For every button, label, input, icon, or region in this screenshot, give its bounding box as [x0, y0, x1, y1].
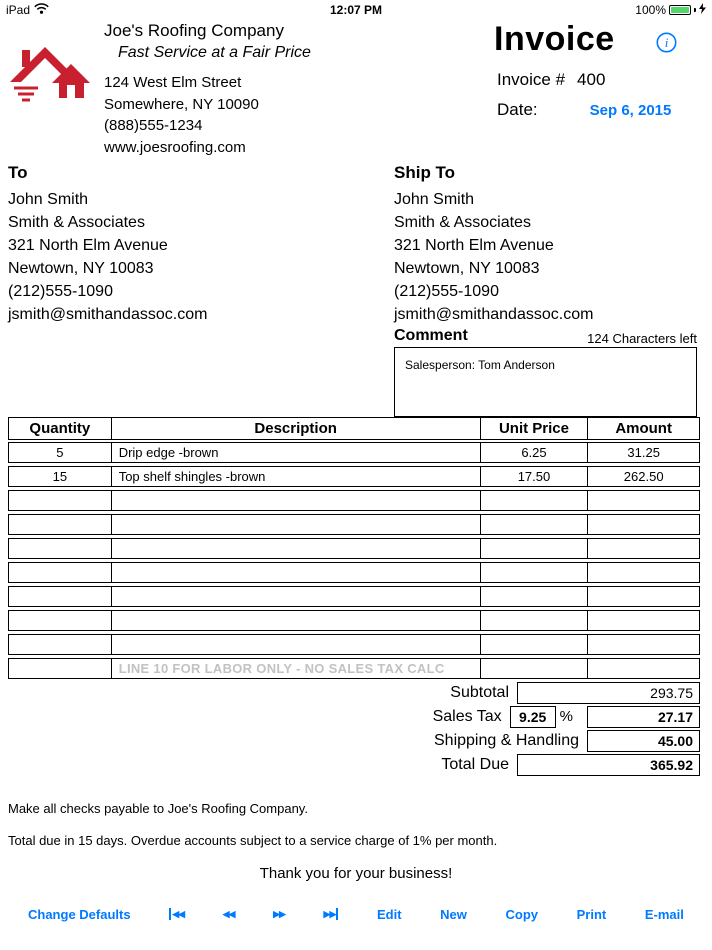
terms-note: Total due in 15 days. Overdue accounts subject to a service charge of 1% per month. [8, 833, 498, 848]
characters-left-counter: 124 Characters left [587, 331, 697, 346]
comment-label: Comment [394, 327, 468, 344]
company-address-line: www.joesroofing.com [104, 138, 246, 156]
quantity-cell[interactable] [9, 659, 111, 678]
amount-cell [587, 515, 699, 534]
svg-text:i: i [664, 35, 669, 50]
invoice-number-value[interactable]: 400 [577, 70, 606, 89]
next-record-icon[interactable]: ▶▶ [273, 909, 285, 919]
table-row [8, 586, 700, 607]
comment-text: Salesperson: Tom Anderson [405, 358, 555, 372]
description-cell[interactable] [111, 611, 480, 630]
thank-you-note: Thank you for your business! [259, 865, 453, 882]
company-logo-icon [8, 36, 96, 115]
change-defaults-button[interactable]: Change Defaults [28, 906, 131, 922]
subtotal-label: Subtotal [450, 683, 509, 701]
shipping-value[interactable]: 45.00 [587, 730, 700, 752]
date-label: Date: [497, 100, 538, 119]
table-row [8, 562, 700, 583]
unit-price-cell[interactable] [480, 659, 588, 678]
table-row [8, 610, 700, 631]
clock: 12:07 PM [329, 3, 383, 17]
quantity-header: Quantity [29, 420, 91, 437]
amount-cell [587, 491, 699, 510]
subtotal-value: 293.75 [517, 682, 700, 704]
ship-to-line: (212)555-1090 [394, 283, 499, 300]
table-row [8, 442, 700, 463]
company-name: Joe's Roofing Company [104, 21, 284, 40]
invoice-number-line [497, 70, 605, 90]
table-header-row [8, 417, 700, 440]
amount-cell [587, 587, 699, 606]
first-record-icon[interactable]: ◀◀ [169, 908, 184, 920]
new-button[interactable]: New [440, 906, 467, 922]
status-bar [0, 0, 712, 20]
description-cell[interactable] [111, 563, 480, 582]
table-row [8, 634, 700, 655]
battery-icon [669, 5, 691, 15]
wifi-icon [34, 3, 49, 17]
quantity-cell[interactable] [9, 563, 111, 582]
invoice-number-label: Invoice # [497, 70, 566, 89]
invoice-title: Invoice [494, 20, 615, 58]
ship-to-line: jsmith@smithandassoc.com [394, 306, 594, 323]
table-row [8, 490, 700, 511]
info-icon[interactable] [656, 32, 677, 58]
unit-price-cell[interactable]: 17.50 [480, 467, 588, 486]
company-tagline: Fast Service at a Fair Price [118, 44, 311, 61]
bottom-toolbar [0, 902, 712, 926]
email-button[interactable]: E-mail [644, 906, 684, 922]
table-row [8, 538, 700, 559]
ship-to-line: 321 North Elm Avenue [394, 237, 554, 254]
ship-to-line: Newtown, NY 10083 [394, 260, 540, 277]
description-cell[interactable]: LINE 10 FOR LABOR ONLY - NO SALES TAX CALC [111, 659, 480, 678]
unit-price-cell[interactable] [480, 539, 588, 558]
ship-to-label: Ship To [394, 163, 456, 182]
last-record-icon[interactable]: ▶▶ [324, 908, 339, 920]
unit-price-cell[interactable]: 6.25 [480, 443, 588, 462]
amount-header: Amount [587, 418, 699, 439]
table-row [8, 514, 700, 535]
description-cell[interactable]: Drip edge -brown [111, 443, 480, 462]
line-items-table [8, 417, 700, 679]
company-block[interactable] [104, 20, 311, 63]
totals-section [0, 681, 700, 777]
quantity-cell[interactable] [9, 587, 111, 606]
bill-to-line: 321 North Elm Avenue [8, 237, 168, 254]
print-button[interactable]: Print [576, 906, 607, 922]
table-row [8, 466, 700, 487]
quantity-cell[interactable]: 15 [52, 469, 68, 484]
battery-percent: 100% [635, 3, 666, 17]
percent-sign: % [559, 708, 573, 725]
quantity-cell[interactable] [9, 611, 111, 630]
quantity-cell[interactable] [9, 491, 111, 510]
description-cell[interactable] [111, 539, 480, 558]
amount-cell [587, 659, 699, 678]
table-row-labor-only [8, 658, 700, 679]
battery-tip [694, 8, 696, 12]
bill-to-line: Newtown, NY 10083 [8, 260, 154, 277]
unit-price-cell[interactable] [480, 611, 588, 630]
amount-cell [587, 539, 699, 558]
shipping-label: Shipping & Handling [434, 731, 579, 749]
company-address-line: Somewhere, NY 10090 [104, 95, 259, 113]
unit-price-cell[interactable] [480, 635, 588, 654]
description-cell[interactable] [111, 587, 480, 606]
bill-to-label: To [8, 163, 28, 182]
description-cell[interactable] [111, 515, 480, 534]
description-cell[interactable] [111, 635, 480, 654]
unit-price-header: Unit Price [480, 418, 588, 439]
description-header: Description [111, 418, 480, 439]
unit-price-cell[interactable] [480, 491, 588, 510]
bill-to-line: jsmith@smithandassoc.com [8, 306, 208, 323]
quantity-cell[interactable] [9, 635, 111, 654]
date-line [497, 100, 671, 120]
company-address [104, 72, 259, 158]
company-address-line: (888)555-1234 [104, 117, 203, 134]
bill-to-line: Smith & Associates [8, 214, 145, 231]
amount-cell [587, 635, 699, 654]
unit-price-cell[interactable] [480, 563, 588, 582]
quantity-cell[interactable] [9, 515, 111, 534]
company-address-line: 124 West Elm Street [104, 74, 242, 91]
quantity-cell[interactable] [9, 539, 111, 558]
amount-cell: 262.50 [587, 467, 699, 486]
unit-price-cell[interactable] [480, 515, 588, 534]
copy-button[interactable]: Copy [505, 906, 539, 922]
device-label: iPad [6, 3, 31, 17]
sales-tax-label: Sales Tax [432, 707, 502, 725]
bill-to-line: John Smith [8, 191, 89, 208]
ship-to-line: John Smith [394, 191, 475, 208]
ship-to-line: Smith & Associates [394, 214, 531, 231]
total-due-value: 365.92 [517, 754, 700, 776]
bill-to-line: (212)555-1090 [8, 283, 113, 300]
charging-bolt-icon [699, 3, 706, 17]
date-value-button[interactable]: Sep 6, 2015 [589, 102, 672, 119]
tax-rate-input[interactable]: 9.25 [510, 706, 556, 728]
total-due-label: Total Due [441, 755, 509, 773]
amount-cell [587, 563, 699, 582]
amount-cell [587, 611, 699, 630]
comment-textarea[interactable] [394, 347, 697, 417]
description-cell[interactable] [111, 491, 480, 510]
quantity-cell[interactable]: 5 [56, 445, 64, 460]
sales-tax-value: 27.17 [587, 706, 700, 728]
edit-button[interactable]: Edit [377, 906, 402, 922]
previous-record-icon[interactable]: ◀◀ [222, 909, 235, 919]
payable-note: Make all checks payable to Joe's Roofing Company. [8, 801, 308, 816]
ship-to-section[interactable] [394, 162, 593, 326]
bill-to-section[interactable] [8, 162, 207, 326]
unit-price-cell[interactable] [480, 587, 588, 606]
amount-cell: 31.25 [587, 443, 699, 462]
description-cell[interactable]: Top shelf shingles -brown [111, 467, 480, 486]
